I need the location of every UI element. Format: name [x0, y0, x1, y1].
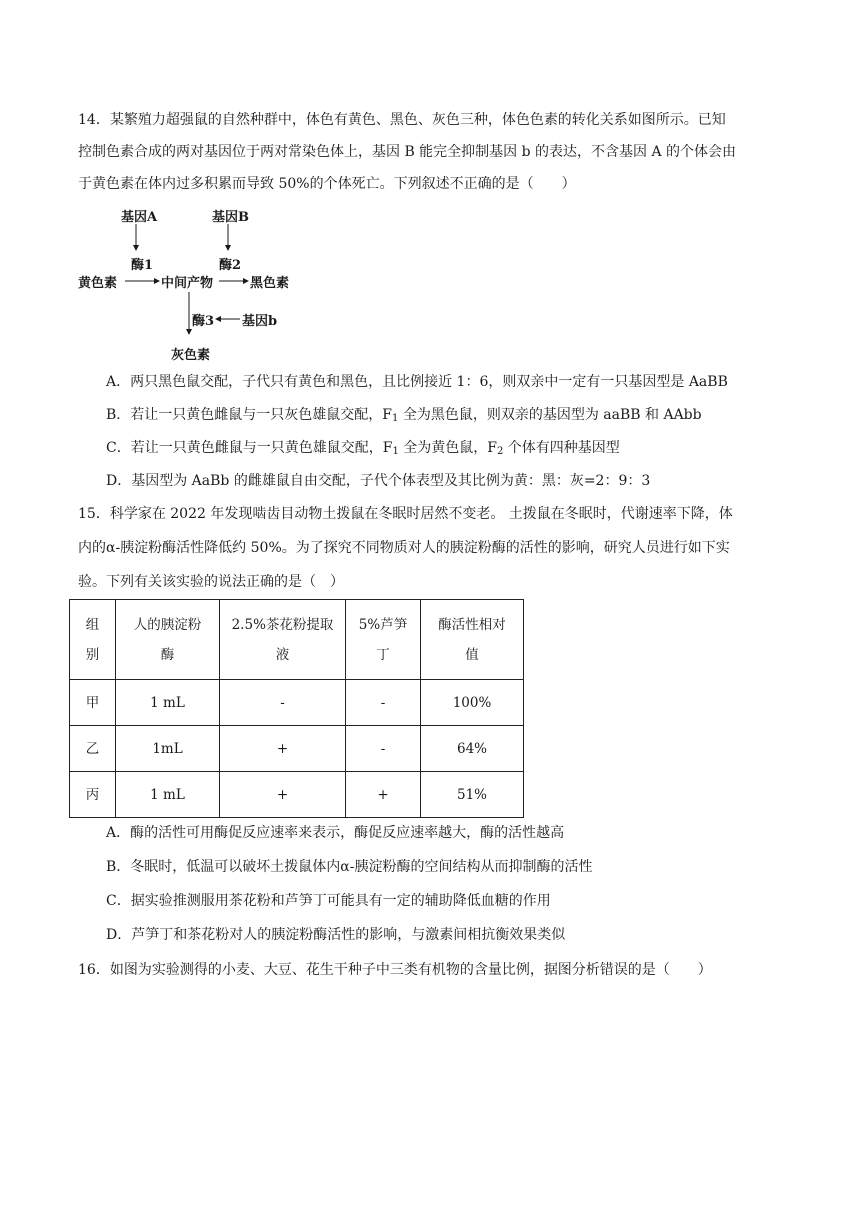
gene-lower-b-label: 基因b [242, 314, 278, 329]
gene-b-label: 基因B [212, 210, 249, 225]
table-row [70, 680, 524, 726]
header-cell-text: 值 [465, 646, 479, 663]
table-cell: - [220, 680, 346, 726]
q15-option-d: D．芦笋丁和茶花粉对人的胰淀粉酶活性的影响，与激素间相抗衡效果类似 [106, 927, 566, 943]
header-cell-text: 酶活性相对 [438, 616, 506, 633]
table-cell: 1mL [116, 726, 220, 772]
q14-option-b-text-end: 全为黑色鼠，则双亲的基因型为 aaBB 和 AAbb [398, 407, 702, 423]
header-cell-text: 人的胰淀粉 [133, 616, 202, 633]
gray-pigment-label: 灰色素 [171, 348, 211, 363]
table-cell: 1 mL [116, 680, 220, 726]
header-tea-pollen [220, 600, 346, 680]
q14-option-a: A．两只黑色鼠交配，子代只有黄色和黑色，且比例接近 1：6，则双亲中一定有一只基因型是 AaBB [106, 374, 728, 390]
header-pancreatic-amylase [116, 600, 220, 680]
header-cell-text: 2.5%茶花粉提取 [231, 616, 334, 633]
header-cell-text: 别 [85, 646, 100, 663]
table-cell: 64% [421, 726, 524, 772]
header-enzyme-activity [421, 600, 524, 680]
black-pigment-label: 黑色素 [250, 276, 290, 291]
q14-option-c [106, 438, 620, 462]
pigment-pathway-diagram [78, 202, 338, 364]
yellow-pigment-label: 黄色素 [78, 276, 118, 291]
q16-stem: 16．如图为实验测得的小麦、大豆、花生干种子中三类有机物的含量比例，据图分析错误的是（ ） [78, 962, 712, 978]
table-cell: 丙 [70, 772, 116, 818]
enzyme1-label: 酶1 [131, 258, 154, 273]
enzyme3-label: 酶3 [192, 314, 215, 329]
q14-option-c-text: C．若让一只黄色雌鼠与一只黄色雄鼠交配，F [106, 440, 393, 456]
q15-option-b: B．冬眠时，低温可以破坏土拨鼠体内α-胰淀粉酶的空间结构从而抑制酶的活性 [106, 859, 593, 875]
table-cell: 甲 [70, 680, 116, 726]
table-cell: 1 mL [116, 772, 220, 818]
q15-stem-line-3: 验。下列有关该实验的说法正确的是（ ） [78, 574, 344, 590]
q14-stem-line-3: 于黄色素在体内过多积累而导致 50%的个体死亡。下列叙述不正确的是（ ） [78, 176, 576, 192]
intermediate-product-label: 中间产物 [161, 276, 214, 291]
table-cell: - [346, 726, 421, 772]
table-cell: + [220, 726, 346, 772]
table-row [70, 726, 524, 772]
table-cell: + [220, 772, 346, 818]
q15-stem-line-2: 内的α-胰淀粉酶活性降低约 50%。为了探究不同物质对人的胰淀粉酶的活性的影响，研究人员进行如下实 [78, 540, 730, 556]
q15-stem-line-1: 15．科学家在 2022 年发现啮齿目动物土拨鼠在冬眠时居然不变老。 土拨鼠在冬眠时，代谢速率下降，体 [78, 506, 733, 522]
table-cell: - [346, 680, 421, 726]
q14-option-b-text: B．若让一只黄色雌鼠与一只灰色雄鼠交配，F [106, 407, 393, 423]
header-group [70, 600, 116, 680]
table-cell: 51% [421, 772, 524, 818]
table-row [70, 772, 524, 818]
table-cell: 100% [421, 680, 524, 726]
table-cell: + [346, 772, 421, 818]
header-asparagus [346, 600, 421, 680]
table-header-row [70, 600, 524, 680]
q14-option-c-sub2: 2 [496, 446, 504, 457]
q14-option-d: D．基因型为 AaBb 的雌雄鼠自由交配，子代个体表型及其比例为黄：黑：灰=2：9：3 [106, 473, 651, 489]
q14-option-c-text-mid: 全为黄色鼠，F [398, 440, 497, 456]
q14-option-b [106, 405, 702, 429]
header-cell-text: 丁 [376, 646, 390, 663]
q14-option-c-text-end: 个体有四种基因型 [503, 440, 620, 456]
enzyme2-label: 酶2 [219, 258, 242, 273]
table-cell: 乙 [70, 726, 116, 772]
header-cell-text: 5%芦笋 [358, 616, 408, 633]
experiment-table [69, 599, 524, 818]
gene-a-label: 基因A [121, 210, 158, 225]
q15-option-a: A．酶的活性可用酶促反应速率来表示，酶促反应速率越大，酶的活性越高 [106, 825, 565, 841]
header-cell-text: 液 [275, 646, 290, 663]
q14-option-c-sub1: 1 [392, 446, 399, 457]
q14-stem-line-2: 控制色素合成的两对基因位于两对常染色体上，基因 B 能完全抑制基因 b 的表达，不含基因 A 的个体会由 [78, 144, 737, 160]
q15-option-c: C．据实验推测服用茶花粉和芦笋丁可能具有一定的辅助降低血糖的作用 [106, 893, 551, 909]
header-cell-text: 组 [85, 616, 100, 633]
q14-option-b-sub: 1 [392, 413, 399, 424]
header-cell-text: 酶 [160, 646, 175, 663]
q14-stem-line-1: 14．某繁殖力超强鼠的自然种群中，体色有黄色、黑色、灰色三种，体色色素的转化关系如图所示。已知 [78, 112, 726, 128]
